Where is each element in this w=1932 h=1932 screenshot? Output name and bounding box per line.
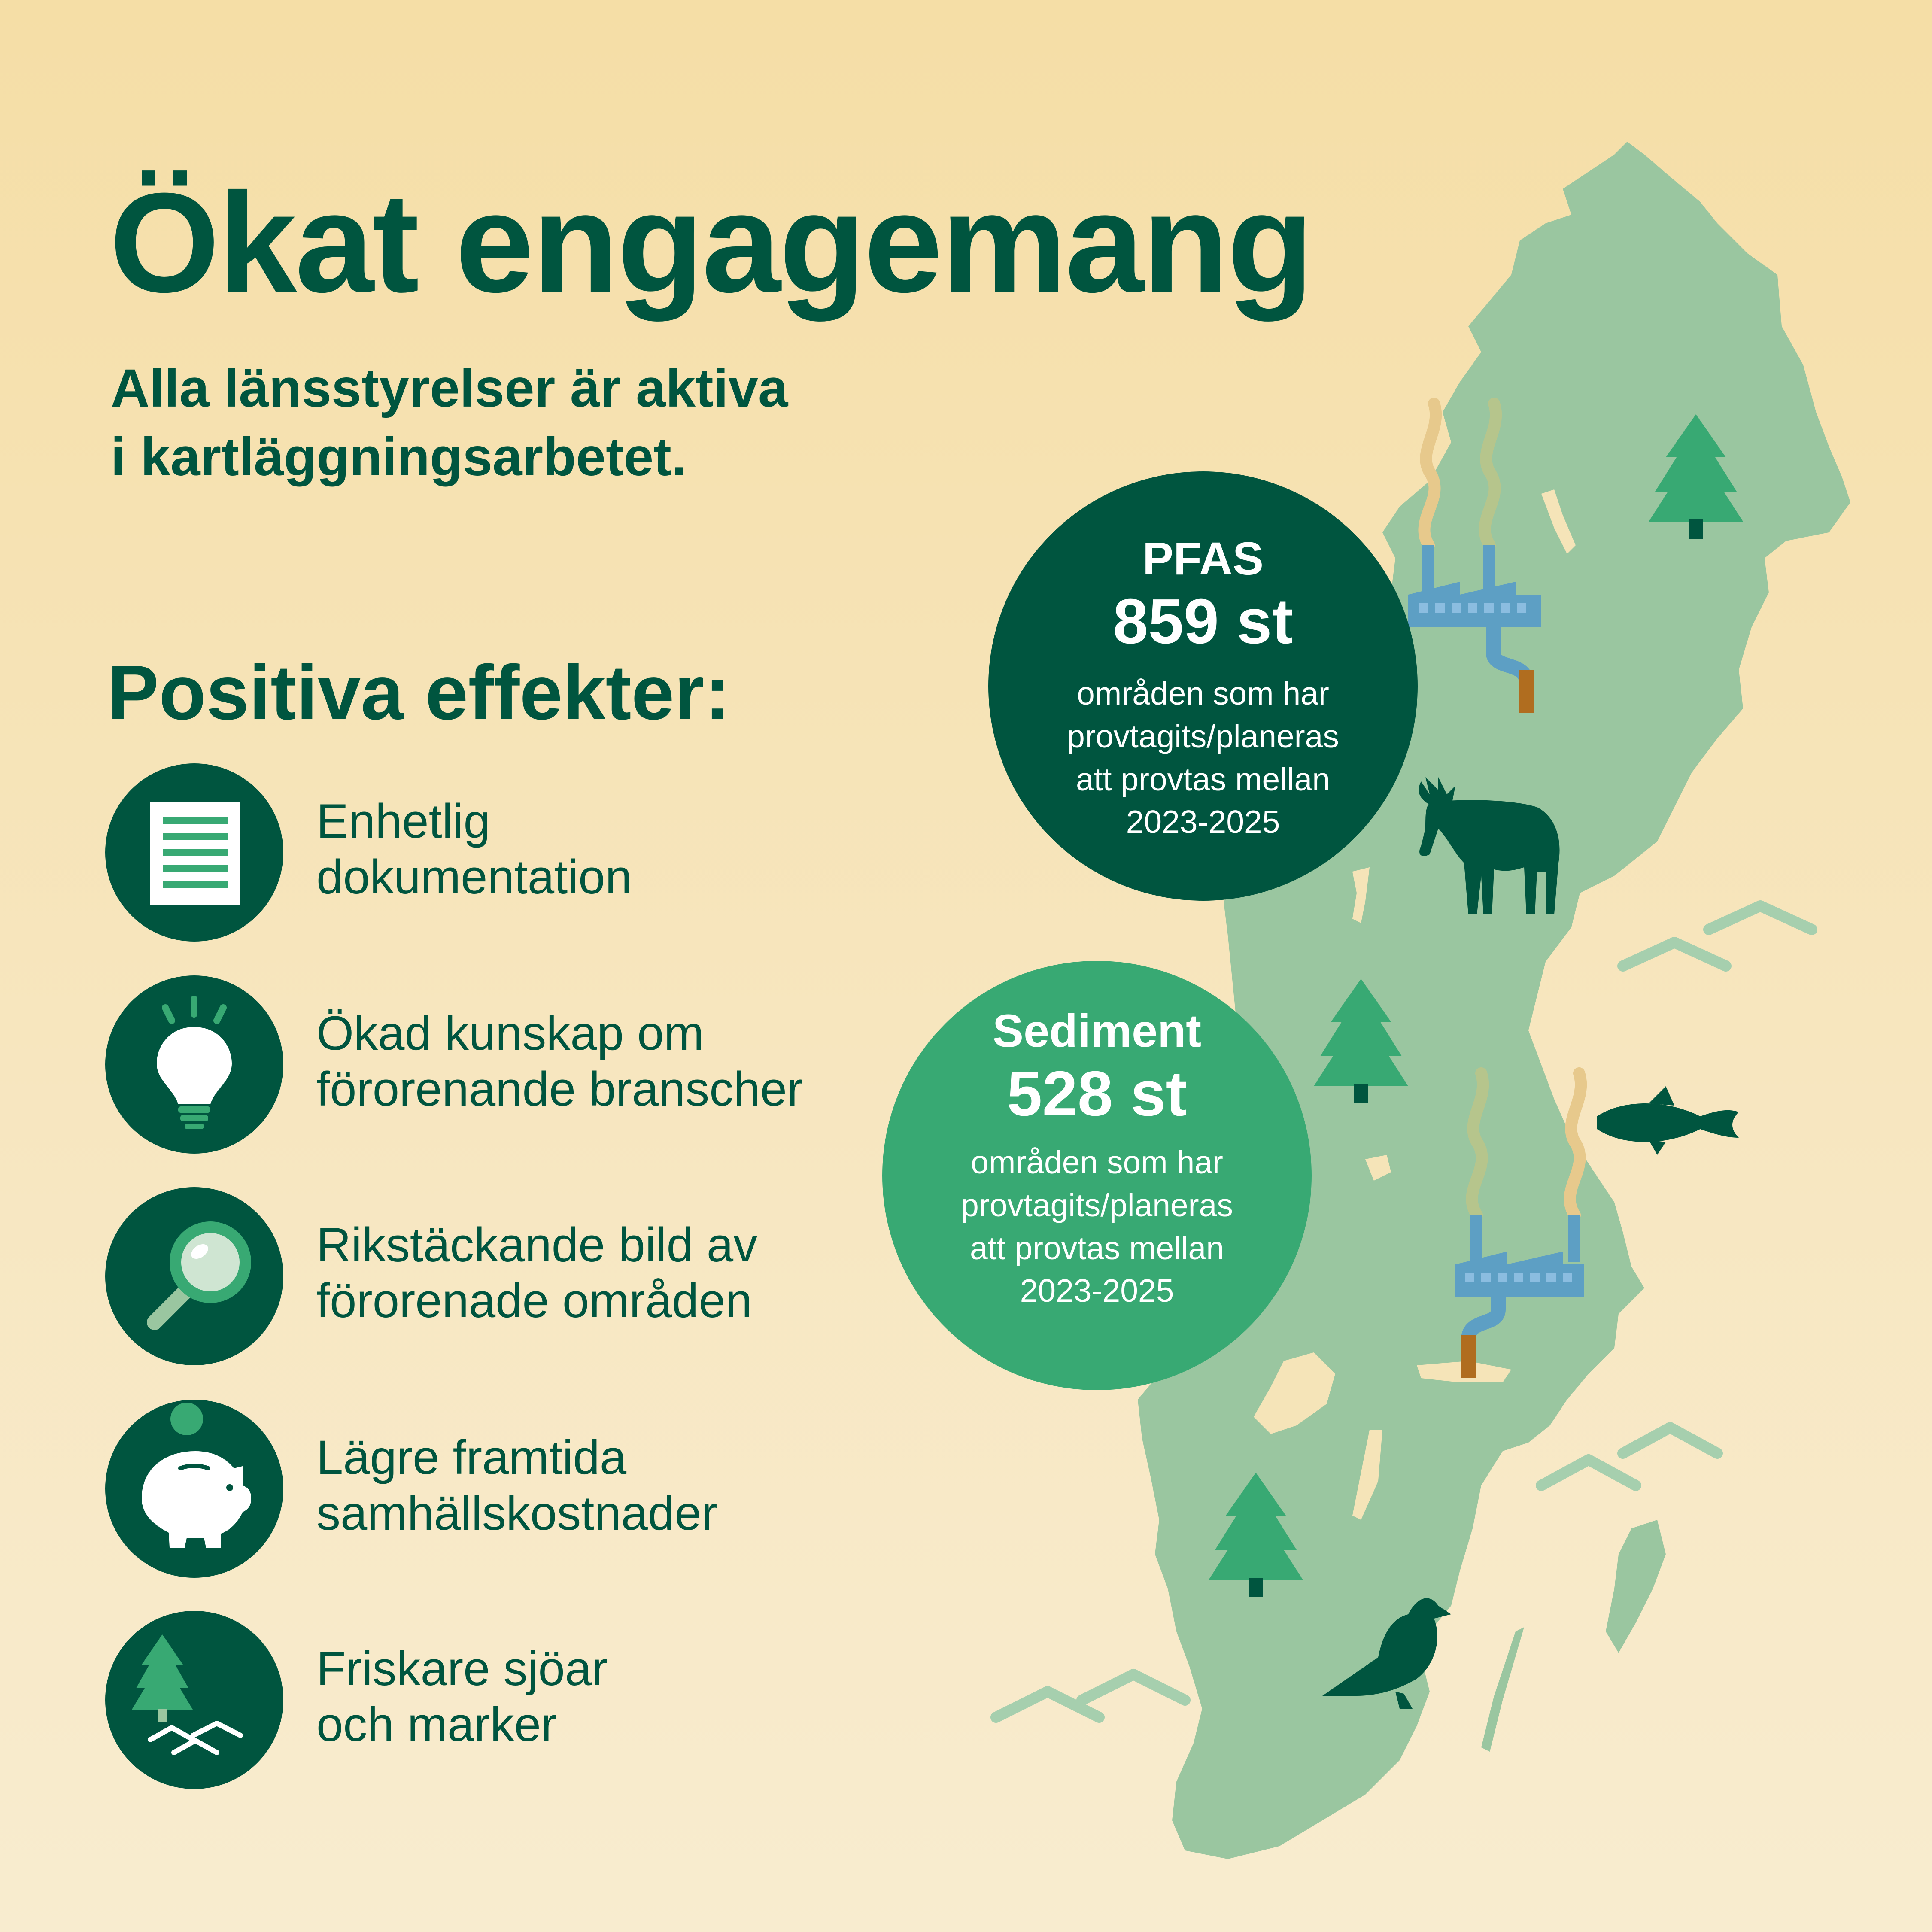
effect-label-line: Ökad kunskap om	[316, 1006, 704, 1060]
stat-description-line: att provtas mellan	[1076, 761, 1330, 797]
effect-icon-circle	[105, 763, 283, 942]
effect-item-nature	[105, 1611, 964, 1791]
tree-water-icon	[105, 1611, 283, 1789]
effect-label-line: förorenande branscher	[316, 1062, 803, 1116]
page-title: Ökat engagemang	[109, 163, 1312, 322]
effect-label	[316, 793, 632, 905]
effect-icon-circle	[105, 1400, 283, 1578]
stat-description-line: provtagits/planeras	[1067, 718, 1339, 754]
effects-heading: Positiva effekter:	[107, 650, 730, 736]
effect-label-line: Enhetlig	[316, 794, 490, 848]
stat-description-line: att provtas mellan	[970, 1230, 1224, 1266]
effect-icon-circle	[105, 975, 283, 1154]
effect-label	[316, 1641, 608, 1753]
piggy-bank-icon	[105, 1400, 283, 1578]
stat-description	[988, 672, 1418, 844]
stat-value: 528 st	[1007, 1058, 1187, 1129]
effect-label-line: dokumentation	[316, 850, 632, 904]
oland-island	[1481, 1627, 1524, 1752]
document-icon	[105, 763, 283, 942]
effect-icon-circle	[105, 1611, 283, 1789]
effect-label-line: förorenade områden	[316, 1273, 752, 1327]
stat-description-line: 2023-2025	[1020, 1273, 1174, 1309]
stat-value: 859 st	[1113, 586, 1293, 657]
subtitle	[111, 354, 884, 492]
magnifier-icon	[105, 1187, 283, 1365]
effect-label	[316, 1430, 717, 1541]
effect-label-line: och marker	[316, 1697, 557, 1751]
effect-icon-circle	[105, 1187, 283, 1365]
stat-description-line: 2023-2025	[1126, 804, 1280, 840]
fish-icon	[1597, 1086, 1739, 1155]
subtitle-line: i kartläggningsarbetet.	[111, 427, 687, 487]
stat-circle-pfas	[988, 471, 1418, 901]
effect-item-knowledge	[105, 975, 964, 1156]
stat-description	[882, 1141, 1312, 1312]
stat-label: Sediment	[992, 1005, 1202, 1057]
effect-label	[316, 1217, 757, 1329]
effect-label-line: Rikstäckande bild av	[316, 1218, 758, 1272]
effect-label	[316, 1005, 803, 1117]
gotland-island	[1606, 1520, 1666, 1653]
effect-item-documentation	[105, 763, 964, 944]
lightbulb-icon	[105, 975, 283, 1154]
stat-description-line: områden som har	[1077, 675, 1329, 711]
subtitle-line: Alla länsstyrelser är aktiva	[111, 358, 788, 418]
stat-description-line: provtagits/planeras	[961, 1187, 1233, 1223]
stat-label: PFAS	[1142, 532, 1264, 584]
effect-label-line: samhällskostnader	[316, 1486, 717, 1540]
effect-label-line: Lägre framtida	[316, 1431, 627, 1484]
effect-item-overview	[105, 1187, 964, 1367]
effect-item-costs	[105, 1400, 964, 1580]
stat-circle-sediment	[882, 961, 1312, 1390]
stat-description-line: områden som har	[971, 1144, 1223, 1180]
effect-label-line: Friskare sjöar	[316, 1642, 608, 1695]
